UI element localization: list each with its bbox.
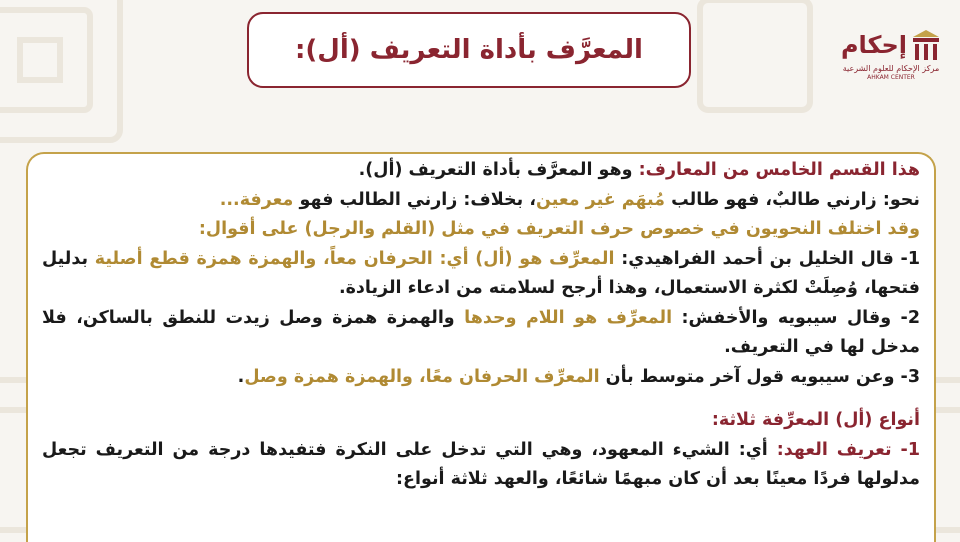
logo-building-icon <box>911 28 941 62</box>
type-1 <box>42 436 920 495</box>
intro-rest: وهو المعرَّف بأداة التعريف (أل). <box>358 160 639 180</box>
content-box <box>26 152 936 542</box>
logo-name: إحكام <box>840 31 908 59</box>
type-1-rest: أي: الشيء المعهود، وهي التي تدخل على النكرة فتفيدها درجة من التعريف تجعل مدلولها فردًا معينًا بعد أن كان مبهمًا شائعًا، والعهد ثلاثة أنواع: <box>42 439 920 489</box>
paragraph-disagreement: وقد اختلف النحويون في خصوص حرف التعريف في مثل (القلم والرجل) على أقوال: <box>198 219 920 239</box>
opinion-2 <box>42 304 920 363</box>
opinion-1-highlight: المعرِّف هو (أل) أي: الحرفان معاً، والهمزة همزة قطع أصلية <box>94 248 615 269</box>
example-highlight-2: معرفة... <box>219 189 294 210</box>
types-heading: أنواع (أل) المعرِّفة ثلاثة: <box>711 410 920 430</box>
title-box <box>247 12 691 88</box>
logo-mark <box>841 26 941 62</box>
paragraph-intro <box>42 156 920 186</box>
opinion-3-highlight: المعرِّف الحرفان معًا، والهمزة همزة وصل <box>244 366 600 387</box>
opinion-3-lead: 3- وعن سيبويه قول آخر متوسط بأن <box>599 366 920 387</box>
opinion-1-rest: بدليل فتحها، وُصِلَتْ لكثرة الاستعمال، وهذا أرجح لسلامته من ادعاء الزيادة. <box>42 248 920 298</box>
opinion-2-rest: والهمزة همزة وصل زيدت للنطق بالساكن، فلا مدخل لها في التعريف. <box>42 307 920 357</box>
logo-subtitle-latin: AHKAM CENTER <box>867 74 915 81</box>
slide-title: المعرَّف بأداة التعريف (أل): <box>295 35 643 65</box>
opinion-1 <box>42 245 920 304</box>
opinion-2-highlight: المعرِّف هو اللام وحدها <box>464 307 673 328</box>
opinion-2-lead: 2- وقال سيبويه والأخفش: <box>672 307 921 328</box>
example-text-1: نحو: زارني طالبٌ، فهو طالب <box>665 189 920 210</box>
paragraph-example <box>42 186 920 216</box>
intro-lead: هذا القسم الخامس من المعارف: <box>638 160 920 180</box>
example-text-2: ، بخلاف: زارني الطالب فهو <box>293 189 536 210</box>
opinion-1-lead: 1- قال الخليل بن أحمد الفراهيدي: <box>614 248 920 269</box>
opinion-3-end: . <box>237 366 245 387</box>
spacer <box>42 392 920 406</box>
example-highlight-1: مُبهَم غير معين <box>535 189 666 210</box>
logo <box>840 26 940 96</box>
opinion-3 <box>42 363 920 393</box>
logo-subtitle: مركز الإحكام للعلوم الشرعية <box>842 64 940 73</box>
type-1-lead: 1- تعريف العهد: <box>767 439 920 460</box>
